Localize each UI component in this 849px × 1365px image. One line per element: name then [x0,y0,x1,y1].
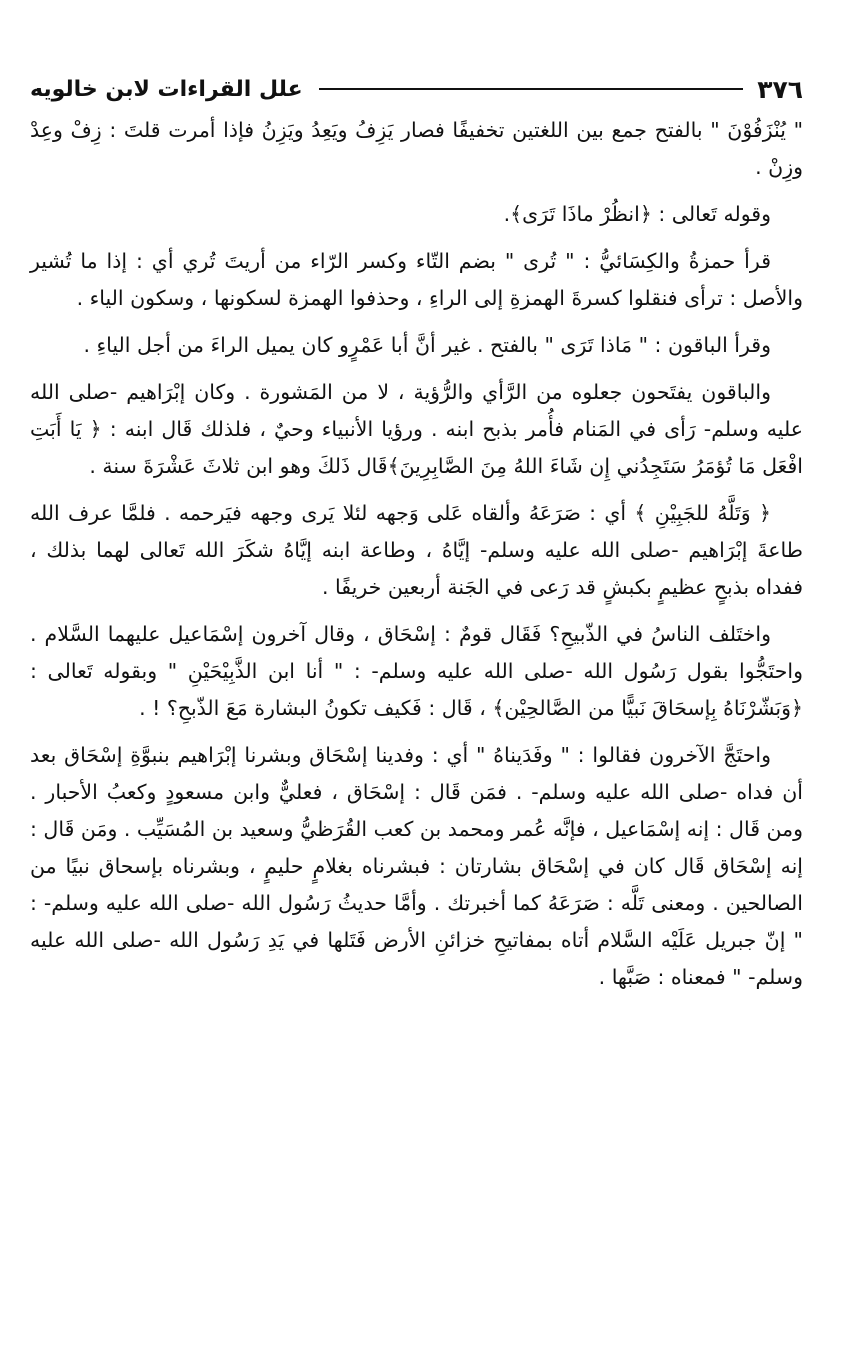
header-rule [319,88,744,90]
paragraph: والباقون يفتَحون جعلوه من الرَّأي والرُّؤية ، لا من المَشورة . وكان إبْرَاهيم -صلى الله عليه وسلم- رَأى في المَنام فأُمر بذبح ابنه . ورؤيا الأنبياء وحيٌ ، فلذلك قَال ابنه : ﴿ يَا أَبَتِ افْعَل مَا تُؤمَرُ سَتَجِدُني إِن شَاءَ اللهُ مِنَ الصَّابِرِينَ﴾قَال ذَلكَ وهو ابن ثلاثَ عَشْرَةَ سنة . [30,380,803,478]
page-header [30,68,803,110]
paragraph: قرأ حمزةُ والكِسَائيُّ : " تُرى " بضم التّاء وكسر الرّاء من أريتَ تُري أي : إذا ما تُشير والأصل : ترأى فنقلوا كسرةَ الهمزةِ إلى الراءِ ، وحذفوا الهمزة لسكونها ، وسكون الياء . [30,249,803,310]
paragraph: واختَلف الناسُ في الذّبيحِ؟ فَقَال قومٌ : إسْحَاق ، وقال آخرون إسْمَاعيل عليهما السَّلام . واحتَجُّوا بقول رَسُول الله -صلى الله عليه وسلم- : " أنا ابن الذَّبِيْحَيْنِ " وبقوله تَعالى : ﴿وَبَشّرْنَاهُ بِإسحَاقَ نَبيًّا من الصَّالحِيْن﴾ ، قَال : فَكيف تكونُ البشارة مَعَ الذّبحِ؟ ! . [30,622,803,720]
paragraph: ﴿ وَتَلَّهُ للجَبِيْنِ ﴾ أي : صَرَعَهُ وألقاه عَلى وَجهه لئلا يَرى وجهه فيَرحمه . فلمَّا عرف الله طاعةَ إبْرَاهيم -صلى الله عليه وسلم- إيَّاهُ ، وطاعة ابنه إيَّاهُ شكَرَ الله تَعالى لهما بذلك ، ففداه بذبحٍ عظيمٍ بكبشٍ قد رَعى في الجَنة أربعين خريفًا . [30,501,803,599]
paragraph: " يُنْزَفُوْنَ " بالفتح جمع بين اللغتين تخفيفًا فصار يَزِفُ ويَعِدُ ويَزِنُ فإذا أمرت قلتَ : زِفْ وعِدْ وزِنْ . [30,118,803,179]
paragraph: وقرأ الباقون : " مَاذا تَرَى " بالفتح . غير أنَّ أبا عَمْرٍو كان يميل الراءَ من أجل الياءِ . [83,333,771,357]
body-text [30,112,803,996]
running-title: علل القراءات لابن خالويه [30,76,303,102]
paragraph: وقوله تَعالى : ﴿انظُرْ ماذَا تَرَى﴾. [503,202,771,226]
page-number: ٣٧٦ [757,74,803,104]
paragraph: واحتَجَّ الآخرون فقالوا : " وفَدَيناهُ " أي : وفدينا إسْحَاق وبشرنا إبْرَاهيم بنبوَّةِ إسْحَاق بعد أن فداه -صلى الله عليه وسلم- . فمَن قَال : إسْحَاق ، فعليٌّ وابن مسعودٍ وكعبُ الأحبار . ومن قَال : إنه إسْمَاعيل ، فإنَّه عُمر ومحمد بن كعب القُرَظيُّ وسعيد بن المُسَيِّب . ومَن قَال : إنه إسْحَاق قَال كان في إسْحَاق بشارتان : فبشرناه بغلامٍ حليمٍ ، وبشرناه بإسحاق نبيًا من الصالحين . ومعنى تَلَّه : صَرَعَهُ كما أخبرتك . وأمَّا حديثُ رَسُول الله -صلى الله عليه وسلم- : " إنّ جبريل عَلَيْه السَّلام أتاه بمفاتيحِ خزائنِ الأرض فَتَلها في يَدِ رَسُول الله -صلى الله عليه وسلم- " فمعناه : صَبَّها . [30,743,803,989]
